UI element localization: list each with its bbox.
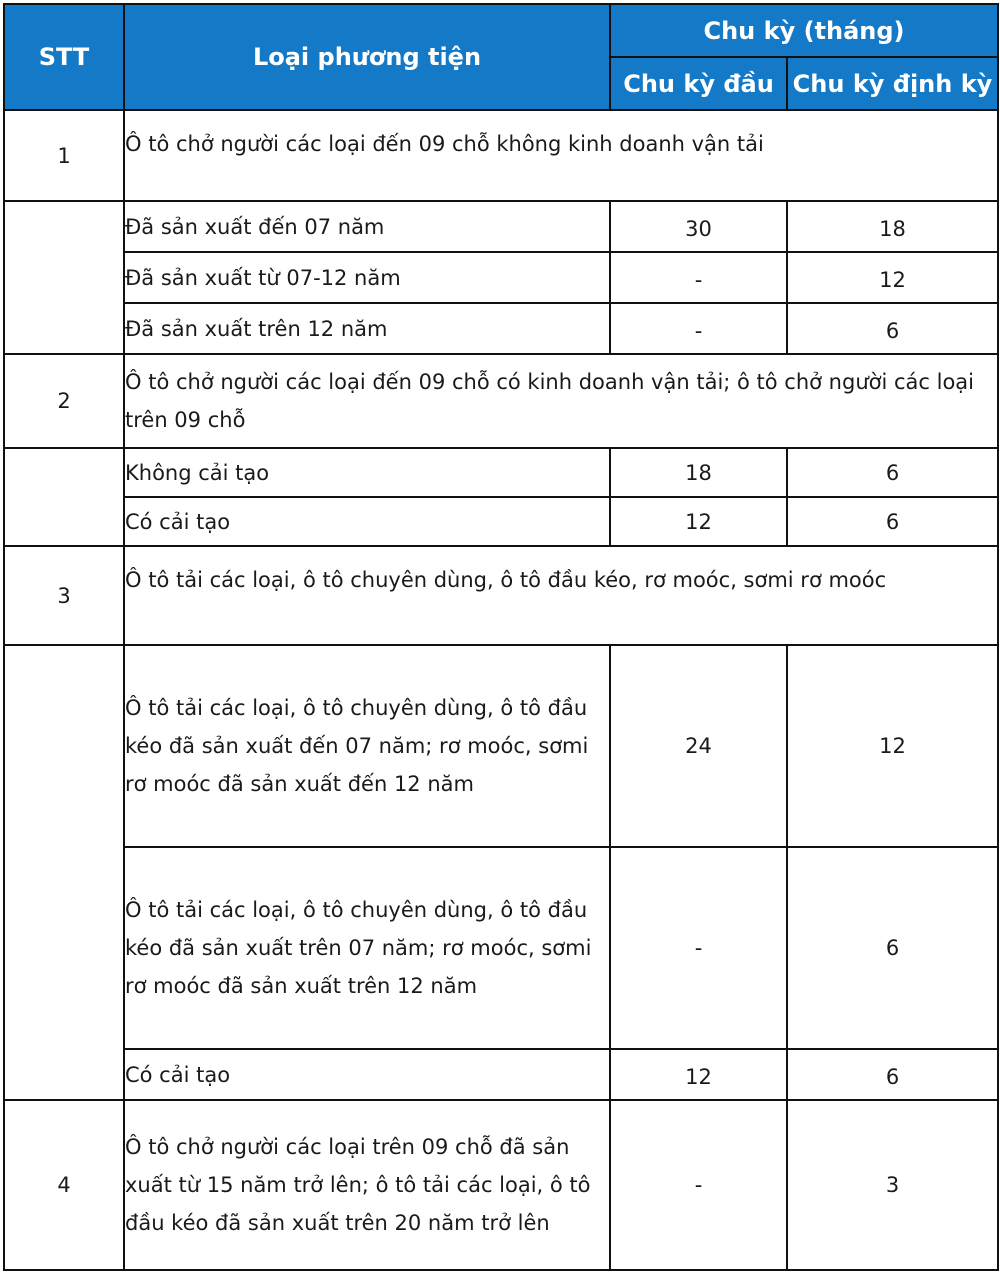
stt-empty-cell — [4, 645, 124, 1100]
vehicle-name: Đã sản xuất từ 07-12 năm — [124, 252, 610, 303]
group-title: Ô tô chở người các loại đến 09 chỗ không kinh doanh vận tải — [124, 110, 998, 201]
periodic-cycle-value: 12 — [787, 645, 998, 847]
periodic-cycle-value: 6 — [787, 448, 998, 497]
header-row-1 — [4, 4, 998, 57]
periodic-cycle-value: 12 — [787, 252, 998, 303]
stt-cell: 4 — [4, 1100, 124, 1270]
vehicle-name: Ô tô tải các loại, ô tô chuyên dùng, ô tô đầu kéo đã sản xuất đến 07 năm; rơ moóc, sơmi rơ moóc đã sản xuất đến 12 năm — [124, 645, 610, 847]
header-first-cycle: Chu kỳ đầu — [610, 57, 787, 110]
stt-cell: 2 — [4, 354, 124, 448]
table-row — [4, 847, 998, 1049]
table-row — [4, 448, 998, 497]
header-cycle-group: Chu kỳ (tháng) — [610, 4, 998, 57]
first-cycle-value: 24 — [610, 645, 787, 847]
header-stt: STT — [4, 4, 124, 110]
first-cycle-value: 12 — [610, 497, 787, 546]
table-row — [4, 303, 998, 354]
first-cycle-value: - — [610, 252, 787, 303]
vehicle-name: Có cải tạo — [124, 497, 610, 546]
stt-empty-cell — [4, 448, 124, 546]
periodic-cycle-value: 6 — [787, 1049, 998, 1100]
first-cycle-value: 30 — [610, 201, 787, 252]
inspection-cycle-table — [3, 3, 999, 1271]
first-cycle-value: 18 — [610, 448, 787, 497]
header-periodic-cycle: Chu kỳ định kỳ — [787, 57, 998, 110]
group-title-row — [4, 354, 998, 448]
stt-cell: 3 — [4, 546, 124, 645]
table-row — [4, 497, 998, 546]
table-row — [4, 645, 998, 847]
table-row — [4, 1049, 998, 1100]
group-title-row — [4, 546, 998, 645]
vehicle-name: Có cải tạo — [124, 1049, 610, 1100]
periodic-cycle-value: 6 — [787, 497, 998, 546]
header-vehicle-type: Loại phương tiện — [124, 4, 610, 110]
vehicle-name: Đã sản xuất đến 07 năm — [124, 201, 610, 252]
vehicle-name: Ô tô tải các loại, ô tô chuyên dùng, ô tô đầu kéo đã sản xuất trên 07 năm; rơ moóc, sơmi rơ moóc đã sản xuất trên 12 năm — [124, 847, 610, 1049]
first-cycle-value: - — [610, 303, 787, 354]
first-cycle-value: 12 — [610, 1049, 787, 1100]
periodic-cycle-value: 3 — [787, 1100, 998, 1270]
group-title: Ô tô tải các loại, ô tô chuyên dùng, ô tô đầu kéo, rơ moóc, sơmi rơ moóc — [124, 546, 998, 645]
group-title: Ô tô chở người các loại đến 09 chỗ có kinh doanh vận tải; ô tô chở người các loại trên 09 chỗ — [124, 354, 998, 448]
table-row — [4, 201, 998, 252]
vehicle-name: Không cải tạo — [124, 448, 610, 497]
stt-empty-cell — [4, 201, 124, 354]
periodic-cycle-value: 18 — [787, 201, 998, 252]
periodic-cycle-value: 6 — [787, 847, 998, 1049]
table-row — [4, 1100, 998, 1270]
vehicle-name: Ô tô chở người các loại trên 09 chỗ đã sản xuất từ 15 năm trở lên; ô tô tải các loại, ô tô đầu kéo đã sản xuất trên 20 năm trở lên — [124, 1100, 610, 1270]
table-row — [4, 252, 998, 303]
group-title-row — [4, 110, 998, 201]
first-cycle-value: - — [610, 1100, 787, 1270]
vehicle-name: Đã sản xuất trên 12 năm — [124, 303, 610, 354]
first-cycle-value: - — [610, 847, 787, 1049]
periodic-cycle-value: 6 — [787, 303, 998, 354]
stt-cell: 1 — [4, 110, 124, 201]
